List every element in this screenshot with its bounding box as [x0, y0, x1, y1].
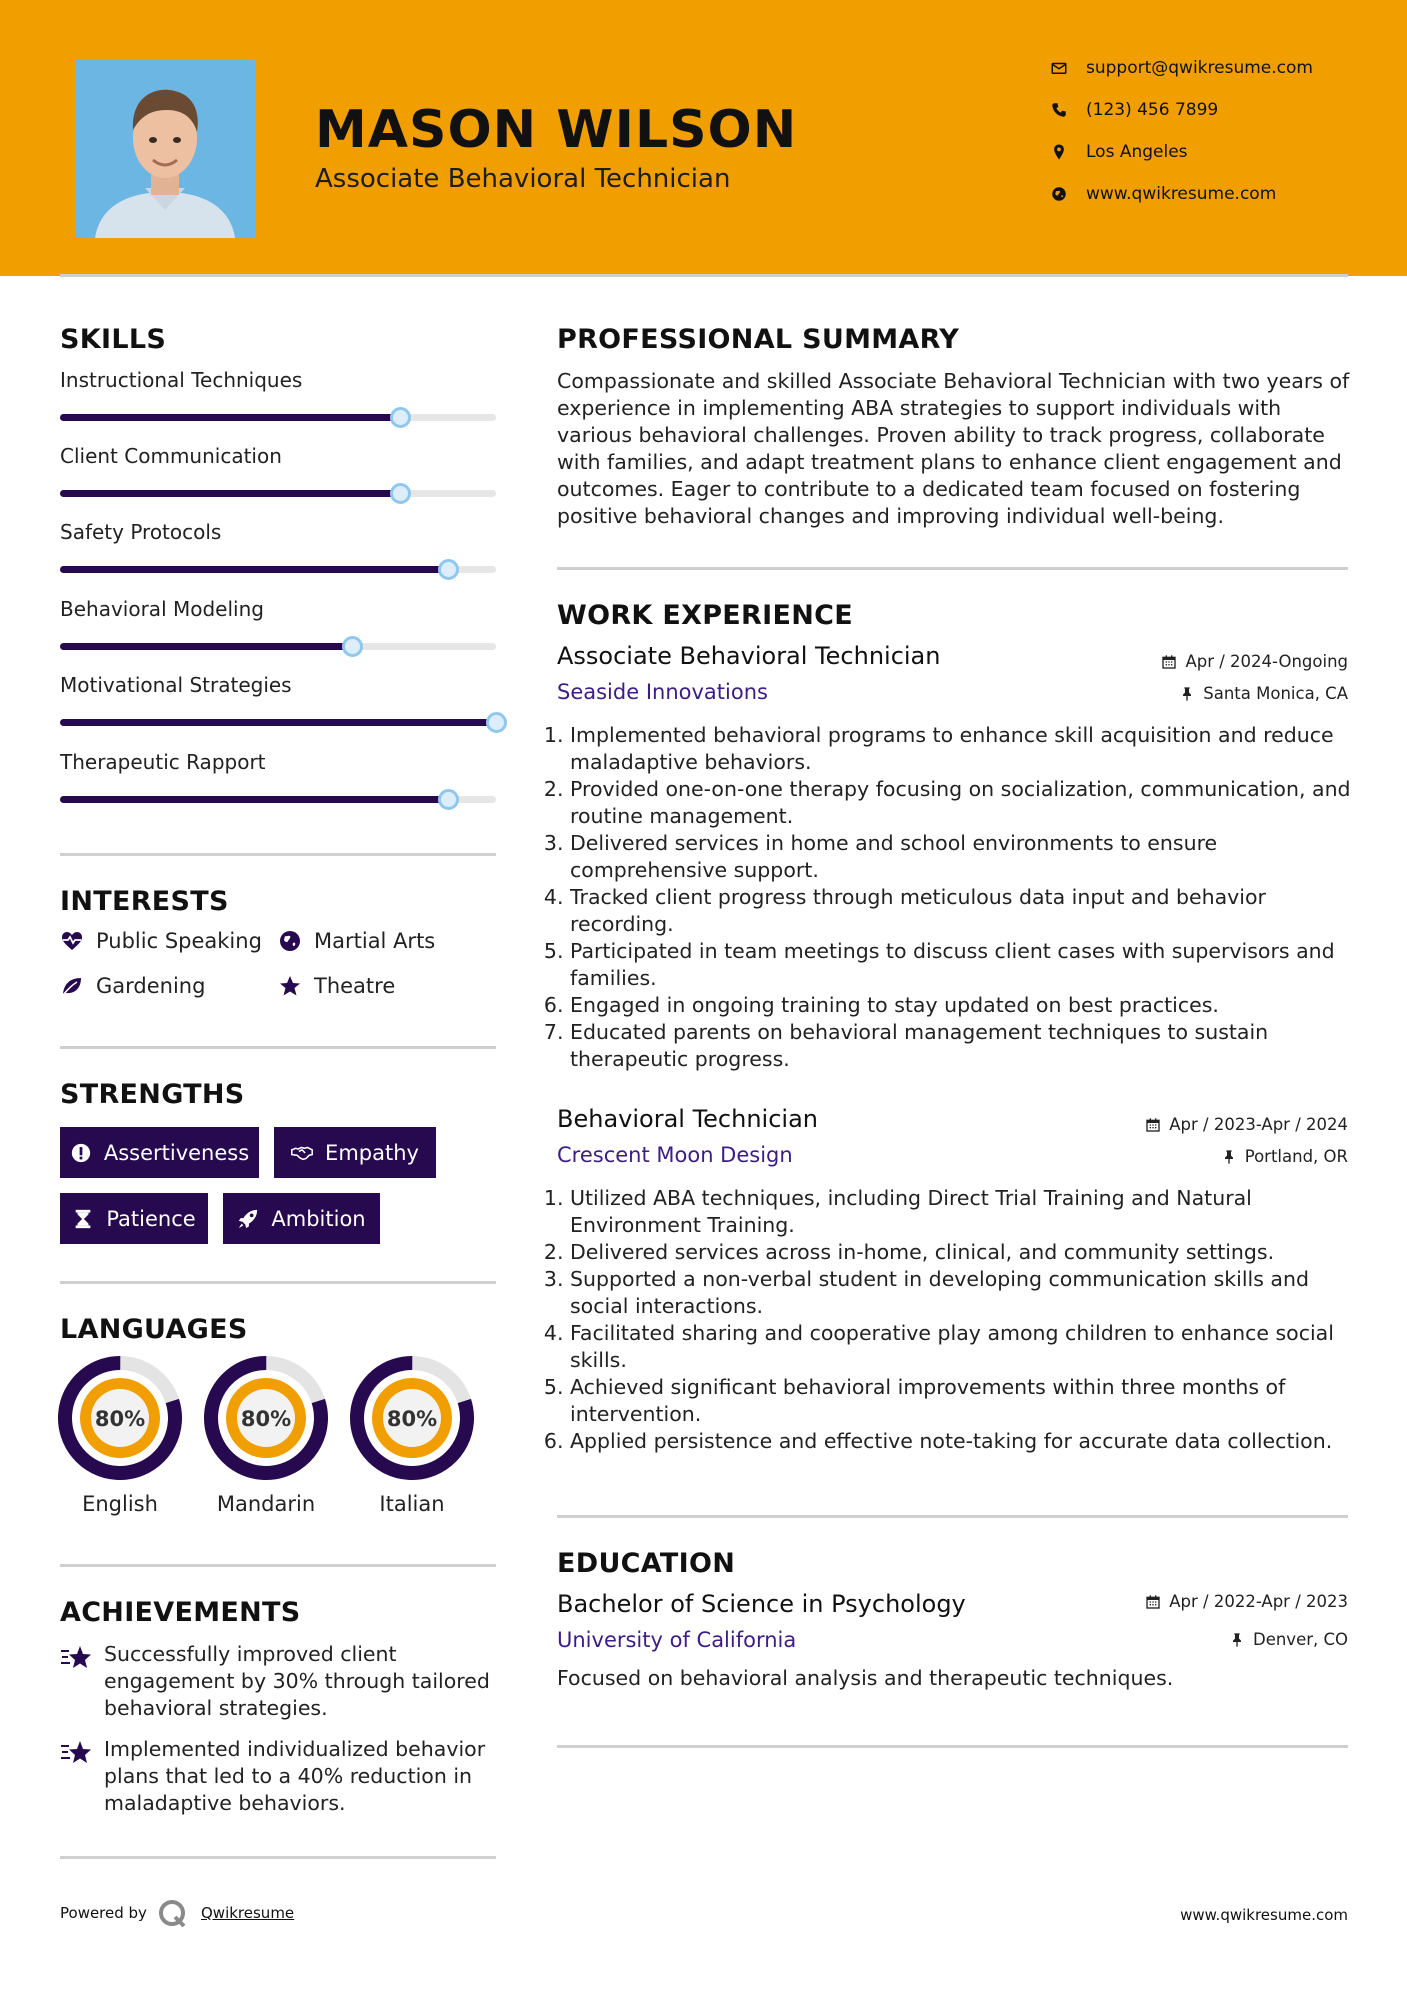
job-bullet: 6. Engaged in ongoing training to stay updated on best practices. [570, 992, 1352, 1019]
job-title: Associate Behavioral Technician [557, 642, 941, 670]
hourglass-icon [72, 1208, 94, 1230]
interest-label: Martial Arts [314, 929, 436, 953]
job-bullet: 2. Provided one-on-one therapy focusing on socialization, communication, and routine management. [570, 776, 1352, 830]
strength-label: Empathy [325, 1140, 419, 1165]
phone-icon [1050, 101, 1068, 119]
language-label: English [82, 1492, 158, 1516]
job-location [1050, 1147, 1348, 1166]
achievement-text: Implemented individualized behavior plans that led to a 40% reduction in maladaptive behaviors. [104, 1737, 486, 1815]
section-divider [557, 1515, 1348, 1518]
job-dates [1050, 1115, 1348, 1134]
education-dates [1050, 1592, 1348, 1611]
strength-label: Ambition [271, 1206, 366, 1231]
contact-website-text: www.qwikresume.com [1086, 184, 1277, 204]
interest-label: Theatre [314, 974, 396, 998]
interest-item [60, 929, 262, 953]
strength-badge [60, 1193, 208, 1244]
language-percent: 80% [94, 1407, 146, 1431]
skill-bar-knob [342, 636, 363, 657]
pushpin-icon [1229, 1632, 1245, 1648]
calendar-icon [1161, 654, 1177, 670]
language-label: Italian [379, 1492, 445, 1516]
skill-bar-knob [438, 789, 459, 810]
calendar-icon [1145, 1117, 1161, 1133]
skill-bar [60, 490, 496, 497]
skill-label: Therapeutic Rapport [60, 750, 266, 774]
job-bullet: 3. Supported a non-verbal student in developing communication skills and social interactions. [570, 1266, 1352, 1320]
languages-heading: LANGUAGES [60, 1314, 248, 1345]
candidate-title: Associate Behavioral Technician [315, 164, 731, 194]
strength-badge [60, 1127, 259, 1178]
pushpin-icon [1221, 1149, 1237, 1165]
skill-label: Client Communication [60, 444, 282, 468]
shooting-star-icon [60, 1738, 94, 1768]
section-divider [557, 1745, 1348, 1748]
language-ring [204, 1356, 328, 1480]
skill-bar-fill [60, 643, 352, 650]
company-name: Seaside Innovations [557, 680, 768, 704]
skill-label: Behavioral Modeling [60, 597, 264, 621]
section-divider [60, 1281, 496, 1284]
language-label: Mandarin [216, 1492, 316, 1516]
job-bullet: 5. Participated in team meetings to discuss client cases with supervisors and families. [570, 938, 1352, 992]
achievement-text: Successfully improved client engagement by 30% through tailored behavioral strategies. [104, 1642, 490, 1720]
skill-bar [60, 566, 496, 573]
leaf-icon [60, 974, 84, 998]
job-bullet: 5. Achieved significant behavioral improvements within three months of intervention. [570, 1374, 1352, 1428]
handshake-icon [291, 1142, 313, 1164]
language-percent: 80% [386, 1407, 438, 1431]
job-bullets [552, 722, 1352, 1073]
job-bullets [552, 1185, 1352, 1455]
interest-item [278, 974, 395, 998]
qwikresume-logo-icon [157, 1898, 189, 1930]
job-location-text: Santa Monica, CA [1203, 684, 1348, 703]
skill-label: Instructional Techniques [60, 368, 303, 392]
pushpin-icon [1179, 686, 1195, 702]
skill-bar [60, 796, 496, 803]
skill-bar [60, 719, 496, 726]
experience-heading: WORK EXPERIENCE [557, 600, 853, 631]
shooting-star-icon [60, 1643, 94, 1673]
globe-icon [1050, 185, 1068, 203]
achievement-item [60, 1641, 500, 1722]
strength-label: Assertiveness [103, 1140, 250, 1165]
qwikresume-link[interactable]: Qwikresume [201, 1904, 295, 1922]
job-bullet: 1. Utilized ABA techniques, including Direct Trial Training and Natural Environment Training. [570, 1185, 1352, 1239]
contact-phone-text: (123) 456 7899 [1086, 100, 1219, 120]
candidate-name: MASON WILSON [315, 100, 798, 160]
skill-bar-fill [60, 566, 448, 573]
skill-bar-knob [438, 559, 459, 580]
skill-bar [60, 414, 496, 421]
strength-label: Patience [106, 1206, 196, 1231]
job-bullet: 3. Delivered services in home and school environments to ensure comprehensive support. [570, 830, 1352, 884]
section-divider [557, 567, 1348, 570]
skill-bar-knob [390, 407, 411, 428]
job-bullet: 4. Facilitated sharing and cooperative play among children to enhance social skills. [570, 1320, 1352, 1374]
section-divider [60, 1856, 496, 1859]
strength-badge [274, 1127, 436, 1178]
job-location [1050, 684, 1348, 703]
contact-location-text: Los Angeles [1086, 142, 1188, 162]
envelope-icon [1050, 59, 1068, 77]
skill-label: Safety Protocols [60, 520, 222, 544]
rocket-icon [237, 1208, 259, 1230]
contact-phone[interactable] [1050, 100, 1218, 120]
skill-bar [60, 643, 496, 650]
contact-location [1050, 142, 1188, 162]
language-ring [350, 1356, 474, 1480]
calendar-icon [1145, 1594, 1161, 1610]
header-divider [60, 274, 1348, 277]
job-dates-text: Apr / 2023-Apr / 2024 [1169, 1115, 1348, 1134]
job-bullet: 2. Delivered services across in-home, clinical, and community settings. [570, 1239, 1352, 1266]
achievement-item [60, 1736, 500, 1817]
section-divider [60, 853, 496, 856]
job-title: Behavioral Technician [557, 1105, 818, 1133]
education-degree: Bachelor of Science in Psychology [557, 1590, 966, 1618]
skills-heading: SKILLS [60, 324, 167, 355]
education-description: Focused on behavioral analysis and therapeutic techniques. [557, 1666, 1174, 1690]
achievements-heading: ACHIEVEMENTS [60, 1597, 301, 1628]
job-bullet: 7. Educated parents on behavioral management techniques to sustain therapeutic progress. [570, 1019, 1352, 1073]
skill-bar-fill [60, 414, 400, 421]
heartbeat-icon [60, 929, 84, 953]
star-icon [278, 974, 302, 998]
job-dates-text: Apr / 2024-Ongoing [1185, 652, 1348, 671]
contact-email-text: support@qwikresume.com [1086, 58, 1313, 78]
education-location-text: Denver, CO [1252, 1630, 1348, 1649]
job-bullet: 6. Applied persistence and effective note-taking for accurate data collection. [570, 1428, 1352, 1455]
summary-text: Compassionate and skilled Associate Behavioral Technician with two years of experience in implementing ABA strategies to support individuals with various behavioral challenges. Proven ability to track progress, collaborate with families, and adapt treatment plans to enhance client engagement and outcomes. Eager to contribute to a dedicated team focused on fostering positive behavioral changes and improving individual well-being. [557, 369, 1350, 528]
section-divider [60, 1564, 496, 1567]
skill-bar-fill [60, 796, 448, 803]
contact-website[interactable] [1050, 184, 1276, 204]
exclamation-circle-icon [70, 1142, 92, 1164]
summary-heading: PROFESSIONAL SUMMARY [557, 324, 960, 355]
education-dates-text: Apr / 2022-Apr / 2023 [1169, 1592, 1348, 1611]
language-percent: 80% [240, 1407, 292, 1431]
interest-label: Public Speaking [96, 929, 262, 953]
education-heading: EDUCATION [557, 1548, 736, 1579]
powered-by-label: Powered by [60, 1904, 147, 1922]
profile-photo [75, 60, 255, 238]
education-school: University of California [557, 1628, 797, 1652]
job-bullet: 4. Tracked client progress through meticulous data input and behavior recording. [570, 884, 1352, 938]
footer-website[interactable]: www.qwikresume.com [1180, 1906, 1348, 1924]
globe-icon [278, 929, 302, 953]
job-bullet: 1. Implemented behavioral programs to enhance skill acquisition and reduce maladaptive behaviors. [570, 722, 1352, 776]
language-ring [58, 1356, 182, 1480]
skill-bar-knob [390, 483, 411, 504]
strength-badge [223, 1193, 380, 1244]
job-location-text: Portland, OR [1244, 1147, 1348, 1166]
map-pin-icon [1050, 143, 1068, 161]
strengths-heading: STRENGTHS [60, 1079, 245, 1110]
skill-bar-fill [60, 490, 400, 497]
section-divider [60, 1046, 496, 1049]
skill-bar-knob [486, 712, 507, 733]
contact-email[interactable] [1050, 58, 1313, 78]
interest-item [60, 974, 205, 998]
company-name: Crescent Moon Design [557, 1143, 793, 1167]
education-location [1050, 1630, 1348, 1649]
job-dates [1050, 652, 1348, 671]
interests-heading: INTERESTS [60, 886, 229, 917]
interest-label: Gardening [96, 974, 206, 998]
skill-label: Motivational Strategies [60, 673, 292, 697]
interest-item [278, 929, 435, 953]
skill-bar-fill [60, 719, 496, 726]
